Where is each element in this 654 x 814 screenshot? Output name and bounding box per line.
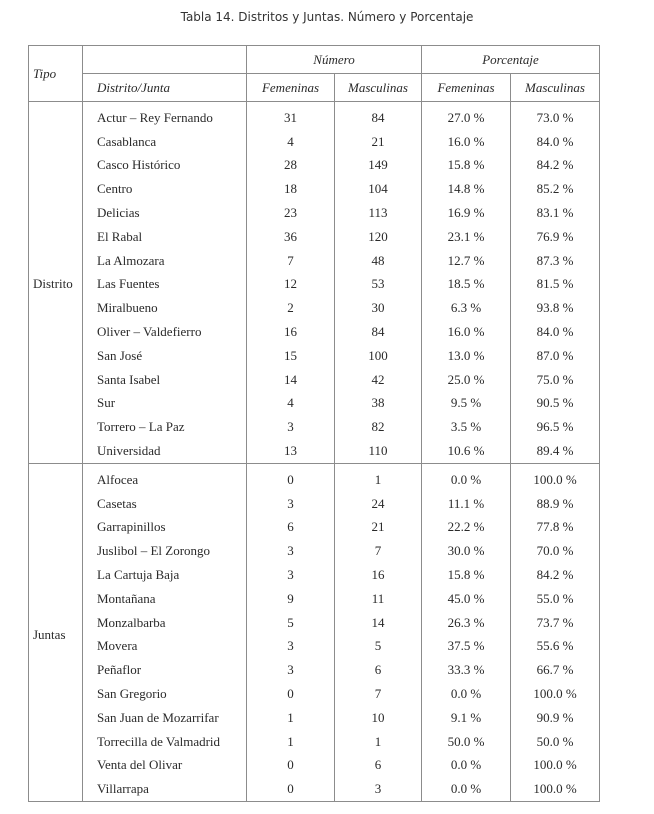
name-cell: Santa Isabel <box>83 368 247 392</box>
femeninas-count-cell: 5 <box>247 611 335 635</box>
masculinas-count-cell: 53 <box>335 273 422 297</box>
femeninas-percent-cell: 9.5 % <box>422 392 511 416</box>
femeninas-count-cell: 3 <box>247 635 335 659</box>
name-cell: Venta del Olivar <box>83 754 247 778</box>
femeninas-percent-cell: 27.0 % <box>422 102 511 130</box>
masculinas-percent-cell: 77.8 % <box>511 516 600 540</box>
table-row <box>29 539 600 563</box>
table-row <box>29 777 600 801</box>
femeninas-count-cell: 0 <box>247 682 335 706</box>
femeninas-percent-cell: 0.0 % <box>422 682 511 706</box>
table-row <box>29 344 600 368</box>
masculinas-percent-cell: 84.0 % <box>511 320 600 344</box>
name-cell: Oliver – Valdefierro <box>83 320 247 344</box>
tipo-cell: Juntas <box>29 463 83 801</box>
name-cell: Movera <box>83 635 247 659</box>
masculinas-percent-cell: 55.6 % <box>511 635 600 659</box>
table-row <box>29 102 600 130</box>
table-row <box>29 225 600 249</box>
header-numero-masculinas: Masculinas <box>335 74 422 102</box>
table-row <box>29 611 600 635</box>
name-cell: Universidad <box>83 439 247 463</box>
header-porcentaje: Porcentaje <box>422 46 600 74</box>
table-row <box>29 635 600 659</box>
table-row <box>29 682 600 706</box>
masculinas-percent-cell: 90.5 % <box>511 392 600 416</box>
femeninas-percent-cell: 22.2 % <box>422 516 511 540</box>
table-row <box>29 296 600 320</box>
name-cell: Centro <box>83 177 247 201</box>
name-cell: La Almozara <box>83 249 247 273</box>
masculinas-percent-cell: 87.3 % <box>511 249 600 273</box>
femeninas-count-cell: 6 <box>247 516 335 540</box>
table-row <box>29 516 600 540</box>
header-empty <box>83 46 247 74</box>
name-cell: Torrecilla de Valmadrid <box>83 730 247 754</box>
table-row <box>29 492 600 516</box>
masculinas-count-cell: 16 <box>335 563 422 587</box>
name-cell: Casetas <box>83 492 247 516</box>
masculinas-count-cell: 10 <box>335 706 422 730</box>
masculinas-count-cell: 7 <box>335 539 422 563</box>
femeninas-count-cell: 3 <box>247 539 335 563</box>
masculinas-percent-cell: 100.0 % <box>511 754 600 778</box>
masculinas-count-cell: 6 <box>335 754 422 778</box>
femeninas-percent-cell: 45.0 % <box>422 587 511 611</box>
header-tipo: Tipo <box>29 46 83 102</box>
femeninas-count-cell: 1 <box>247 706 335 730</box>
masculinas-percent-cell: 50.0 % <box>511 730 600 754</box>
femeninas-percent-cell: 26.3 % <box>422 611 511 635</box>
table-row <box>29 201 600 225</box>
table-row <box>29 368 600 392</box>
masculinas-percent-cell: 88.9 % <box>511 492 600 516</box>
femeninas-count-cell: 4 <box>247 392 335 416</box>
name-cell: Casablanca <box>83 130 247 154</box>
femeninas-percent-cell: 9.1 % <box>422 706 511 730</box>
header-distrito-junta: Distrito/Junta <box>83 74 247 102</box>
femeninas-count-cell: 0 <box>247 463 335 491</box>
masculinas-count-cell: 7 <box>335 682 422 706</box>
masculinas-count-cell: 149 <box>335 154 422 178</box>
table-row <box>29 587 600 611</box>
table-row <box>29 177 600 201</box>
femeninas-count-cell: 4 <box>247 130 335 154</box>
masculinas-count-cell: 38 <box>335 392 422 416</box>
femeninas-count-cell: 7 <box>247 249 335 273</box>
masculinas-count-cell: 6 <box>335 658 422 682</box>
masculinas-percent-cell: 100.0 % <box>511 777 600 801</box>
name-cell: San Gregorio <box>83 682 247 706</box>
section-distrito <box>29 102 600 464</box>
femeninas-count-cell: 12 <box>247 273 335 297</box>
masculinas-percent-cell: 100.0 % <box>511 463 600 491</box>
name-cell: Alfocea <box>83 463 247 491</box>
table-row <box>29 415 600 439</box>
header-porcentaje-masculinas: Masculinas <box>511 74 600 102</box>
femeninas-count-cell: 3 <box>247 492 335 516</box>
femeninas-percent-cell: 16.9 % <box>422 201 511 225</box>
femeninas-count-cell: 3 <box>247 658 335 682</box>
femeninas-percent-cell: 10.6 % <box>422 439 511 463</box>
masculinas-count-cell: 24 <box>335 492 422 516</box>
femeninas-count-cell: 2 <box>247 296 335 320</box>
masculinas-count-cell: 100 <box>335 344 422 368</box>
femeninas-count-cell: 16 <box>247 320 335 344</box>
masculinas-percent-cell: 70.0 % <box>511 539 600 563</box>
masculinas-percent-cell: 83.1 % <box>511 201 600 225</box>
table-row <box>29 154 600 178</box>
header-numero: Número <box>247 46 422 74</box>
table-row <box>29 249 600 273</box>
femeninas-percent-cell: 25.0 % <box>422 368 511 392</box>
femeninas-count-cell: 23 <box>247 201 335 225</box>
data-table <box>28 45 600 802</box>
femeninas-count-cell: 14 <box>247 368 335 392</box>
table-row <box>29 320 600 344</box>
masculinas-percent-cell: 93.8 % <box>511 296 600 320</box>
masculinas-count-cell: 113 <box>335 201 422 225</box>
femeninas-count-cell: 28 <box>247 154 335 178</box>
masculinas-percent-cell: 84.2 % <box>511 563 600 587</box>
table-caption: Tabla 14. Distritos y Juntas. Número y Porcentaje <box>180 10 474 24</box>
femeninas-percent-cell: 30.0 % <box>422 539 511 563</box>
masculinas-percent-cell: 84.2 % <box>511 154 600 178</box>
masculinas-count-cell: 14 <box>335 611 422 635</box>
masculinas-count-cell: 21 <box>335 130 422 154</box>
name-cell: Peñaflor <box>83 658 247 682</box>
section-juntas <box>29 463 600 801</box>
masculinas-percent-cell: 90.9 % <box>511 706 600 730</box>
table-row <box>29 658 600 682</box>
name-cell: Garrapinillos <box>83 516 247 540</box>
masculinas-percent-cell: 89.4 % <box>511 439 600 463</box>
masculinas-percent-cell: 96.5 % <box>511 415 600 439</box>
femeninas-percent-cell: 6.3 % <box>422 296 511 320</box>
femeninas-count-cell: 13 <box>247 439 335 463</box>
masculinas-count-cell: 3 <box>335 777 422 801</box>
table-row <box>29 730 600 754</box>
masculinas-count-cell: 30 <box>335 296 422 320</box>
masculinas-percent-cell: 75.0 % <box>511 368 600 392</box>
masculinas-count-cell: 84 <box>335 102 422 130</box>
tipo-cell: Distrito <box>29 102 83 464</box>
femeninas-count-cell: 36 <box>247 225 335 249</box>
table-row <box>29 273 600 297</box>
masculinas-count-cell: 82 <box>335 415 422 439</box>
masculinas-percent-cell: 76.9 % <box>511 225 600 249</box>
masculinas-count-cell: 1 <box>335 463 422 491</box>
masculinas-count-cell: 5 <box>335 635 422 659</box>
table-header <box>29 46 600 102</box>
masculinas-count-cell: 42 <box>335 368 422 392</box>
masculinas-count-cell: 11 <box>335 587 422 611</box>
masculinas-count-cell: 104 <box>335 177 422 201</box>
name-cell: Actur – Rey Fernando <box>83 102 247 130</box>
femeninas-count-cell: 0 <box>247 754 335 778</box>
name-cell: Miralbueno <box>83 296 247 320</box>
masculinas-percent-cell: 66.7 % <box>511 658 600 682</box>
name-cell: La Cartuja Baja <box>83 563 247 587</box>
name-cell: Villarrapa <box>83 777 247 801</box>
masculinas-percent-cell: 84.0 % <box>511 130 600 154</box>
femeninas-percent-cell: 18.5 % <box>422 273 511 297</box>
name-cell: El Rabal <box>83 225 247 249</box>
femeninas-percent-cell: 15.8 % <box>422 563 511 587</box>
name-cell: Las Fuentes <box>83 273 247 297</box>
femeninas-count-cell: 18 <box>247 177 335 201</box>
table-row <box>29 130 600 154</box>
header-numero-femeninas: Femeninas <box>247 74 335 102</box>
masculinas-percent-cell: 87.0 % <box>511 344 600 368</box>
femeninas-count-cell: 0 <box>247 777 335 801</box>
femeninas-count-cell: 1 <box>247 730 335 754</box>
femeninas-percent-cell: 37.5 % <box>422 635 511 659</box>
femeninas-percent-cell: 12.7 % <box>422 249 511 273</box>
masculinas-percent-cell: 73.7 % <box>511 611 600 635</box>
name-cell: Monzalbarba <box>83 611 247 635</box>
femeninas-percent-cell: 23.1 % <box>422 225 511 249</box>
name-cell: Montañana <box>83 587 247 611</box>
masculinas-count-cell: 84 <box>335 320 422 344</box>
femeninas-percent-cell: 15.8 % <box>422 154 511 178</box>
name-cell: Juslibol – El Zorongo <box>83 539 247 563</box>
masculinas-percent-cell: 81.5 % <box>511 273 600 297</box>
femeninas-percent-cell: 0.0 % <box>422 777 511 801</box>
masculinas-count-cell: 48 <box>335 249 422 273</box>
name-cell: San José <box>83 344 247 368</box>
table-row <box>29 706 600 730</box>
femeninas-percent-cell: 3.5 % <box>422 415 511 439</box>
femeninas-percent-cell: 11.1 % <box>422 492 511 516</box>
femeninas-percent-cell: 14.8 % <box>422 177 511 201</box>
femeninas-count-cell: 15 <box>247 344 335 368</box>
femeninas-count-cell: 9 <box>247 587 335 611</box>
table-row <box>29 754 600 778</box>
femeninas-percent-cell: 50.0 % <box>422 730 511 754</box>
header-porcentaje-femeninas: Femeninas <box>422 74 511 102</box>
masculinas-count-cell: 1 <box>335 730 422 754</box>
table-row <box>29 463 600 491</box>
masculinas-percent-cell: 73.0 % <box>511 102 600 130</box>
femeninas-percent-cell: 16.0 % <box>422 320 511 344</box>
masculinas-percent-cell: 55.0 % <box>511 587 600 611</box>
femeninas-count-cell: 3 <box>247 415 335 439</box>
masculinas-percent-cell: 85.2 % <box>511 177 600 201</box>
femeninas-percent-cell: 33.3 % <box>422 658 511 682</box>
femeninas-percent-cell: 0.0 % <box>422 463 511 491</box>
masculinas-count-cell: 110 <box>335 439 422 463</box>
name-cell: Casco Histórico <box>83 154 247 178</box>
name-cell: Torrero – La Paz <box>83 415 247 439</box>
masculinas-count-cell: 120 <box>335 225 422 249</box>
name-cell: Delicias <box>83 201 247 225</box>
name-cell: Sur <box>83 392 247 416</box>
masculinas-count-cell: 21 <box>335 516 422 540</box>
femeninas-count-cell: 3 <box>247 563 335 587</box>
femeninas-percent-cell: 0.0 % <box>422 754 511 778</box>
table-row <box>29 392 600 416</box>
femeninas-percent-cell: 13.0 % <box>422 344 511 368</box>
femeninas-count-cell: 31 <box>247 102 335 130</box>
table-row <box>29 563 600 587</box>
table-row <box>29 439 600 463</box>
femeninas-percent-cell: 16.0 % <box>422 130 511 154</box>
masculinas-percent-cell: 100.0 % <box>511 682 600 706</box>
name-cell: San Juan de Mozarrifar <box>83 706 247 730</box>
